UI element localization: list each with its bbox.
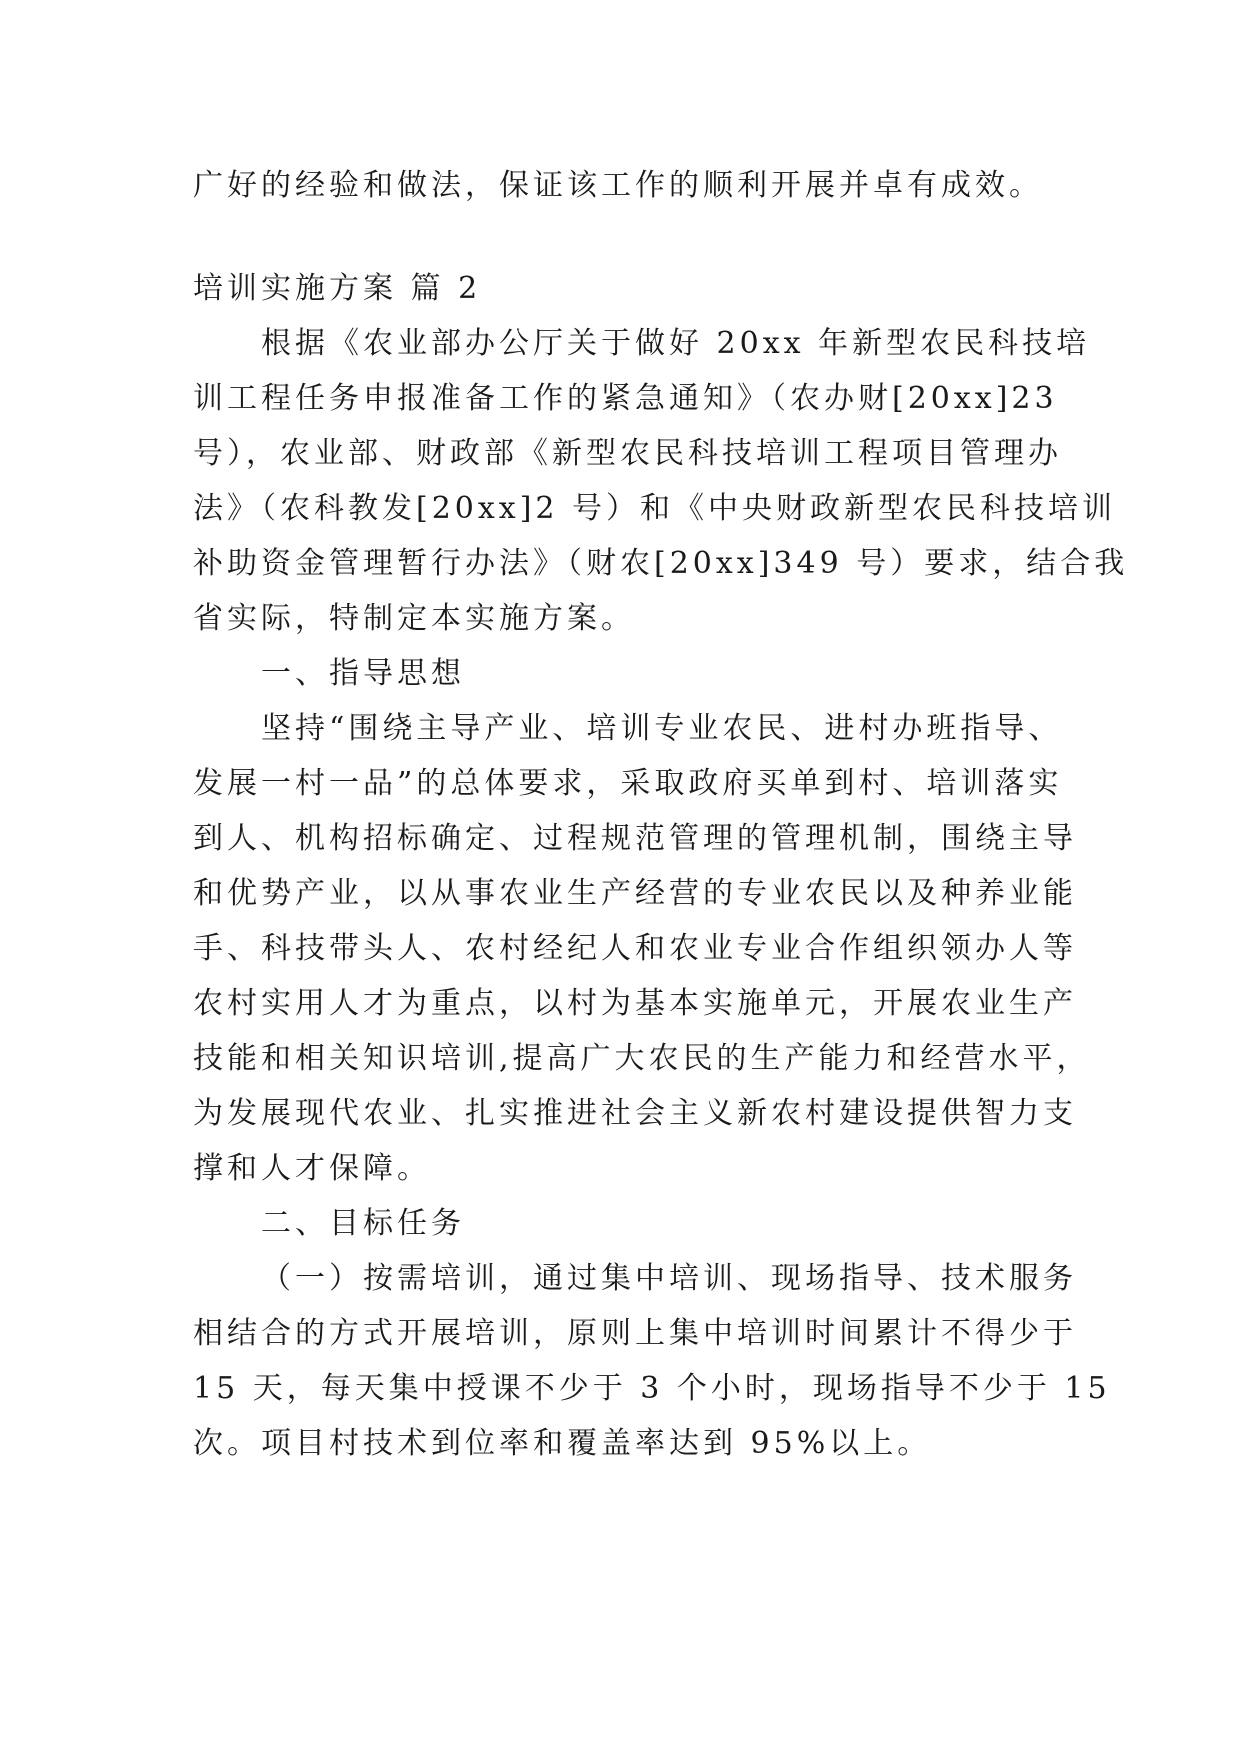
heading-goals-tasks: 二、目标任务	[261, 1206, 465, 1241]
text-line: 相结合的方式开展培训，原则上集中培训时间累计不得少于	[193, 1316, 1077, 1351]
text-line: 手、科技带头人、农村经纪人和农业专业合作组织领办人等	[193, 931, 1077, 966]
heading-guiding-thought: 一、指导思想	[261, 656, 465, 691]
text-line: 坚持“围绕主导产业、培训专业农民、进村办班指导、	[261, 711, 1063, 746]
text-line: 15 天，每天集中授课不少于 3 个小时，现场指导不少于 15	[193, 1371, 1111, 1406]
text-line: 撑和人才保障。	[193, 1151, 431, 1186]
text-line: 号），农业部、财政部《新型农民科技培训工程项目管理办	[193, 436, 1062, 471]
text-line: 省实际，特制定本实施方案。	[193, 601, 635, 636]
text-line: （一）按需培训，通过集中培训、现场指导、技术服务	[261, 1261, 1077, 1296]
paragraph-continuation: 广好的经验和做法，保证该工作的顺利开展并卓有成效。	[193, 168, 1043, 203]
text-line: 法》（农科教发[20xx]2 号）和《中央财政新型农民科技培训	[193, 491, 1117, 526]
text-line: 农村实用人才为重点，以村为基本实施单元，开展农业生产	[193, 986, 1077, 1021]
text-line: 为发展现代农业、扎实推进社会主义新农村建设提供智力支	[193, 1096, 1077, 1131]
text-line: 到人、机构招标确定、过程规范管理的管理机制，围绕主导	[193, 821, 1077, 856]
document-body	[193, 158, 1129, 1471]
text-line: 补助资金管理暂行办法》（财农[20xx]349 号）要求，结合我	[193, 546, 1129, 581]
text-line: 次。项目村技术到位率和覆盖率达到 95%以上。	[193, 1426, 932, 1461]
text-line: 发展一村一品”的总体要求，采取政府买单到村、培训落实	[193, 766, 1063, 801]
text-line: 和优势产业，以从事农业生产经营的专业农民以及种养业能	[193, 876, 1077, 911]
text-line: 训工程任务申报准备工作的紧急通知》（农办财[20xx]23	[193, 381, 1058, 416]
text-line: 根据《农业部办公厅关于做好 20xx 年新型农民科技培	[261, 326, 1091, 361]
text-line: 技能和相关知识培训,提高广大农民的生产能力和经营水平，	[193, 1041, 1091, 1076]
section-title: 培训实施方案 篇 2	[193, 271, 482, 306]
